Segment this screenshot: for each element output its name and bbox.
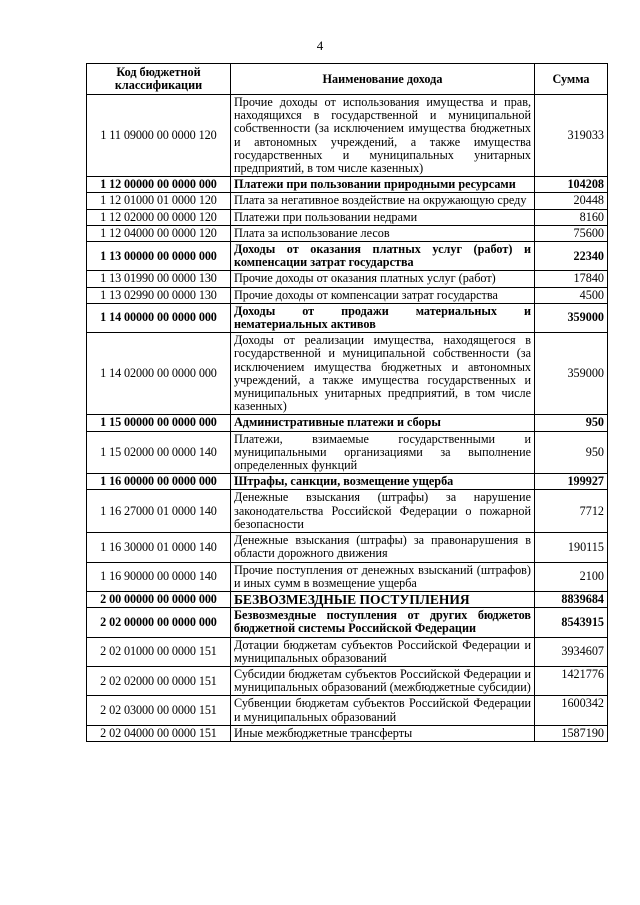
table-row	[87, 333, 608, 415]
row-code: 2 02 00000 00 0000 000	[87, 608, 231, 637]
table-row	[87, 209, 608, 225]
table-row	[87, 562, 608, 591]
table-row	[87, 95, 608, 177]
row-code: 1 13 00000 00 0000 000	[87, 242, 231, 271]
row-code: 2 02 01000 00 0000 151	[87, 637, 231, 666]
row-sum: 8839684	[535, 591, 608, 607]
header-code: Код бюджетной классификации	[87, 64, 231, 95]
row-sum: 1600342	[535, 696, 608, 725]
row-name: Доходы от реализации имущества, находящегося в государственной и муниципальной собственности (за исключением имущества бюджетных и автономных учреждений, а также имущества государственных и муниципальных унитарных предприятий, в том числе казенных)	[231, 333, 535, 415]
row-sum: 4500	[535, 287, 608, 303]
table-row	[87, 490, 608, 533]
row-name: Субвенции бюджетам субъектов Российской Федерации и муниципальных образований	[231, 696, 535, 725]
row-code: 1 11 09000 00 0000 120	[87, 95, 231, 177]
row-name: Прочие доходы от компенсации затрат государства	[231, 287, 535, 303]
table-row	[87, 637, 608, 666]
row-name: Субсидии бюджетам субъектов Российской Федерации и муниципальных образований (межбюджетные субсидии)	[231, 666, 535, 695]
table-row	[87, 303, 608, 332]
row-sum: 17840	[535, 271, 608, 287]
row-name: Иные межбюджетные трансферты	[231, 725, 535, 741]
row-name: Прочие доходы от оказания платных услуг (работ)	[231, 271, 535, 287]
row-sum: 8160	[535, 209, 608, 225]
row-code: 1 15 02000 00 0000 140	[87, 431, 231, 474]
table-row	[87, 225, 608, 241]
row-code: 1 13 01990 00 0000 130	[87, 271, 231, 287]
page-number: 4	[316, 38, 324, 53]
row-name: Плата за использование лесов	[231, 225, 535, 241]
row-code: 1 12 02000 00 0000 120	[87, 209, 231, 225]
row-sum: 190115	[535, 533, 608, 562]
row-name: БЕЗВОЗМЕЗДНЫЕ ПОСТУПЛЕНИЯ	[231, 591, 535, 607]
row-name: Безвозмездные поступления от других бюджетов бюджетной системы Российской Федерации	[231, 608, 535, 637]
row-sum: 7712	[535, 490, 608, 533]
row-code: 1 12 00000 00 0000 000	[87, 177, 231, 193]
row-code: 1 15 00000 00 0000 000	[87, 415, 231, 431]
row-name: Доходы от оказания платных услуг (работ) и компенсации затрат государства	[231, 242, 535, 271]
row-sum: 22340	[535, 242, 608, 271]
row-sum: 2100	[535, 562, 608, 591]
row-sum: 3934607	[535, 637, 608, 666]
row-name: Денежные взыскания (штрафы) за нарушение законодательства Российской Федерации о пожарной безопасности	[231, 490, 535, 533]
table-row	[87, 474, 608, 490]
row-code: 2 02 03000 00 0000 151	[87, 696, 231, 725]
table-row	[87, 696, 608, 725]
row-code: 1 12 01000 01 0000 120	[87, 193, 231, 209]
table-row	[87, 431, 608, 474]
row-sum: 359000	[535, 303, 608, 332]
table-row	[87, 725, 608, 741]
table-row	[87, 177, 608, 193]
row-name: Платежи при пользовании недрами	[231, 209, 535, 225]
row-sum: 75600	[535, 225, 608, 241]
header-sum: Сумма	[535, 64, 608, 95]
row-sum: 1421776	[535, 666, 608, 695]
row-code: 1 14 00000 00 0000 000	[87, 303, 231, 332]
table-row	[87, 287, 608, 303]
revenue-table	[86, 63, 608, 742]
table-row	[87, 242, 608, 271]
row-name: Административные платежи и сборы	[231, 415, 535, 431]
table-row	[87, 533, 608, 562]
row-sum: 950	[535, 415, 608, 431]
table-body	[87, 95, 608, 742]
row-name: Прочие поступления от денежных взысканий (штрафов) и иных сумм в возмещение ущерба	[231, 562, 535, 591]
row-code: 1 16 90000 00 0000 140	[87, 562, 231, 591]
row-sum: 8543915	[535, 608, 608, 637]
row-code: 1 12 04000 00 0000 120	[87, 225, 231, 241]
table-row	[87, 193, 608, 209]
row-code: 2 02 04000 00 0000 151	[87, 725, 231, 741]
row-name: Прочие доходы от использования имущества и прав, находящихся в государственной и муниципальной собственности (за исключением имущества бюджетных и автономных учреждений, а также имущества государственных и муниципальных унитарных предприятий, в том числе казенных)	[231, 95, 535, 177]
row-sum: 20448	[535, 193, 608, 209]
row-sum: 359000	[535, 333, 608, 415]
row-code: 1 16 27000 01 0000 140	[87, 490, 231, 533]
table-header-row	[87, 64, 608, 95]
row-name: Платежи, взимаемые государственными и муниципальными организациями за выполнение определенных функций	[231, 431, 535, 474]
row-name: Доходы от продажи материальных и нематериальных активов	[231, 303, 535, 332]
row-sum: 950	[535, 431, 608, 474]
row-code: 1 13 02990 00 0000 130	[87, 287, 231, 303]
table-row	[87, 415, 608, 431]
table-row	[87, 271, 608, 287]
row-sum: 1587190	[535, 725, 608, 741]
row-sum: 199927	[535, 474, 608, 490]
row-sum: 104208	[535, 177, 608, 193]
row-name: Штрафы, санкции, возмещение ущерба	[231, 474, 535, 490]
row-code: 2 00 00000 00 0000 000	[87, 591, 231, 607]
row-sum: 319033	[535, 95, 608, 177]
row-code: 2 02 02000 00 0000 151	[87, 666, 231, 695]
table-row	[87, 608, 608, 637]
row-name: Дотации бюджетам субъектов Российской Федерации и муниципальных образований	[231, 637, 535, 666]
row-name: Платежи при пользовании природными ресурсами	[231, 177, 535, 193]
table-row	[87, 591, 608, 607]
row-name: Денежные взыскания (штрафы) за правонарушения в области дорожного движения	[231, 533, 535, 562]
header-name: Наименование дохода	[231, 64, 535, 95]
row-code: 1 16 30000 01 0000 140	[87, 533, 231, 562]
row-code: 1 16 00000 00 0000 000	[87, 474, 231, 490]
row-name: Плата за негативное воздействие на окружающую среду	[231, 193, 535, 209]
row-code: 1 14 02000 00 0000 000	[87, 333, 231, 415]
table-row	[87, 666, 608, 695]
